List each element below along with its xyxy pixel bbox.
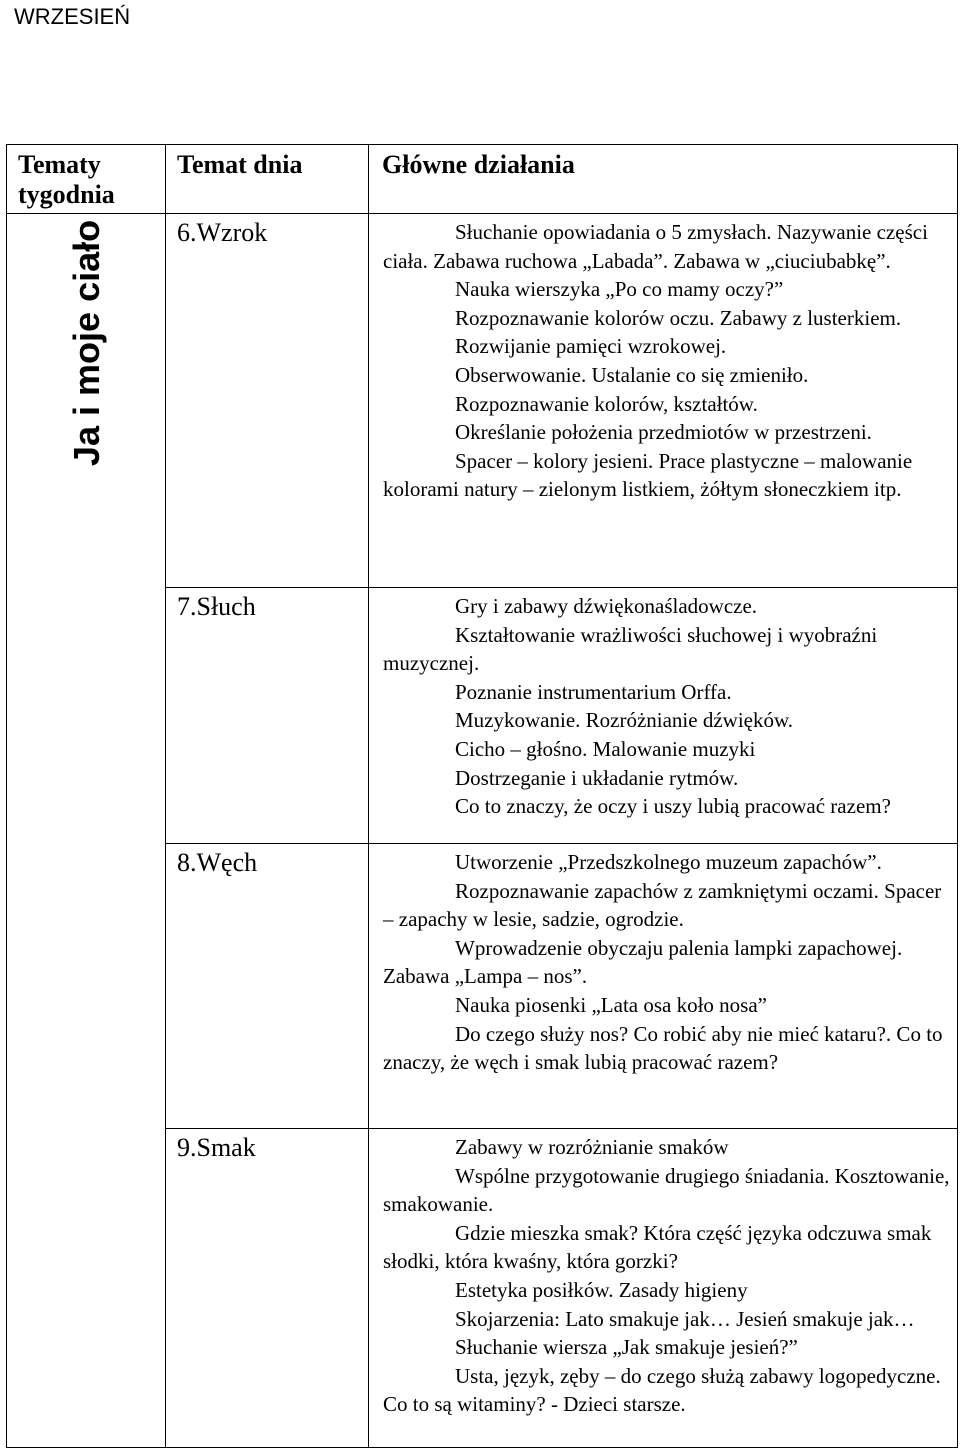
activities-cell	[369, 1129, 958, 1448]
activity-item: Dostrzeganie i układanie rytmów.	[455, 765, 739, 790]
day-topic: 9.Smak	[177, 1133, 256, 1162]
activity-item: Cicho – głośno. Malowanie muzyki	[455, 736, 756, 761]
activity-item: Co to znaczy, że oczy i uszy lubią pracować razem?	[455, 794, 891, 819]
activity-item: Gry i zabawy dźwiękonaśladowcze.	[455, 594, 758, 618]
activity-item: Zabawy w rozróżnianie smaków	[455, 1135, 729, 1159]
week-theme-cell	[7, 214, 166, 1448]
activity-item: Poznanie instrumentarium Orffa.	[455, 679, 732, 704]
activity-item: Rozpoznawanie kolorów, kształtów.	[455, 391, 758, 416]
day-topic-cell	[166, 1129, 369, 1448]
activity-item: Rozwijanie pamięci wzrokowej.	[455, 334, 727, 359]
activity-item: Określanie położenia przedmiotów w przestrzeni.	[455, 420, 872, 445]
header-day-topic: Temat dnia	[166, 145, 369, 214]
activity-item: Utworzenie „Przedszkolnego muzeum zapachów”.	[455, 850, 882, 874]
activity-item: Wprowadzenie obyczaju palenia lampki zapachowej. Zabawa „Lampa – nos”.	[383, 935, 903, 989]
activity-item: Gdzie mieszka smak? Która część języka odczuwa smak słodki, która kwaśny, która gorzki?	[383, 1220, 932, 1274]
activities-list	[380, 588, 951, 821]
day-topic: 6.Wzrok	[177, 218, 268, 247]
activity-item: Usta, język, zęby – do czego służą zabawy logopedyczne. Co to są witaminy? - Dzieci starsze.	[383, 1363, 941, 1417]
table-row	[7, 214, 958, 588]
activity-item: Skojarzenia: Lato smakuje jak… Jesień smakuje jak…	[455, 1306, 915, 1331]
header-main-activities: Główne działania	[369, 145, 958, 214]
weekly-plan-table	[6, 144, 958, 1448]
activity-item: Rozpoznawanie zapachów z zamkniętymi oczami. Spacer – zapachy w lesie, sadzie, ogrodzie.	[383, 878, 942, 932]
activity-item: Wspólne przygotowanie drugiego śniadania. Kosztowanie, smakowanie.	[383, 1163, 950, 1217]
activities-list	[380, 1129, 951, 1419]
activity-item: Obserwowanie. Ustalanie co się zmieniło.	[455, 362, 809, 387]
activity-item: Słuchanie opowiadania o 5 zmysłach. Nazywanie części ciała. Zabawa ruchowa „Labada”. Zabawa w „ciuciubabkę”.	[383, 220, 928, 273]
activity-item: Nauka piosenki „Lata osa koło nosa”	[455, 992, 767, 1017]
day-topic: 7.Słuch	[177, 592, 256, 621]
week-theme-label: Ja i moje ciało	[66, 220, 107, 467]
day-topic: 8.Węch	[177, 848, 258, 877]
activities-cell	[369, 844, 958, 1129]
day-topic-cell	[166, 214, 369, 588]
day-topic-cell	[166, 588, 369, 844]
activities-list	[380, 214, 951, 504]
activity-item: Muzykowanie. Rozróżnianie dźwięków.	[455, 708, 794, 733]
day-topic-cell	[166, 844, 369, 1129]
activities-cell	[369, 214, 958, 588]
activity-item: Spacer – kolory jesieni. Prace plastyczne – malowanie kolorami natury – zielonym listkiem, żółtym słoneczkiem itp.	[383, 448, 913, 502]
activity-item: Do czego służy nos? Co robić aby nie mieć kataru?. Co to znaczy, że węch i smak lubią pracować razem?	[383, 1021, 943, 1075]
month-title: WRZESIEŃ	[14, 4, 131, 29]
activity-item: Rozpoznawanie kolorów oczu. Zabawy z lusterkiem.	[455, 305, 902, 330]
activity-item: Słuchanie wiersza „Jak smakuje jesień?”	[455, 1335, 798, 1360]
table-header-row	[7, 145, 958, 214]
header-week-themes: Tematy tygodnia	[7, 145, 166, 214]
activity-item: Nauka wierszyka „Po co mamy oczy?”	[455, 277, 784, 302]
activities-list	[380, 844, 951, 1077]
activity-item: Estetyka posiłków. Zasady higieny	[455, 1277, 748, 1302]
activities-cell	[369, 588, 958, 844]
activity-item: Kształtowanie wrażliwości słuchowej i wyobraźni muzycznej.	[383, 622, 878, 676]
